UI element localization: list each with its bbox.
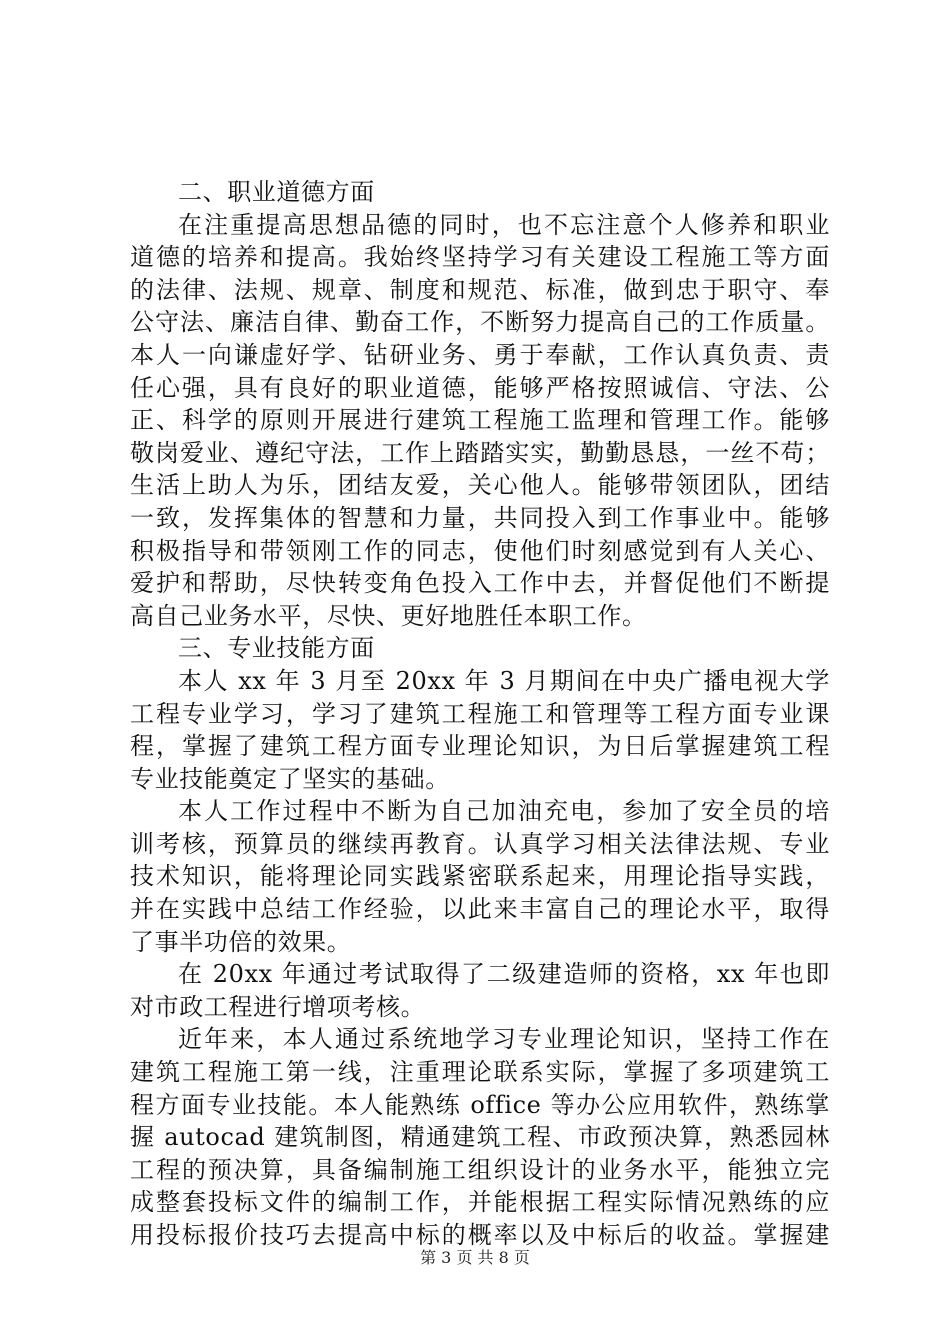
text-line: 积极指导和带领刚工作的同志，使他们时刻感觉到有人关心、 bbox=[130, 536, 830, 565]
text-line: 正、科学的原则开展进行建筑工程施工监理和管理工作。能够 bbox=[130, 406, 830, 435]
text-line: 生活上助人为乐，团结友爱，关心他人。能够带领团队，团结 bbox=[130, 471, 830, 500]
text-line: 技术知识，能将理论同实践紧密联系起来，用理论指导实践， bbox=[130, 862, 830, 891]
text-line: 了事半功倍的效果。 bbox=[130, 927, 352, 956]
text-line: 敬岗爱业、遵纪守法，工作上踏踏实实，勤勤恳恳，一丝不苟； bbox=[130, 438, 830, 467]
text-line: 爱护和帮助，尽快转变角色投入工作中去，并督促他们不断提 bbox=[130, 569, 830, 598]
text-line: 建筑工程施工第一线，注重理论联系实际，掌握了多项建筑工 bbox=[130, 1058, 830, 1087]
text-line: 专业技能奠定了坚实的基础。 bbox=[130, 764, 450, 793]
text-line: 并在实践中总结工作经验，以此来丰富自己的理论水平，取得 bbox=[130, 895, 830, 924]
text-line: 用投标报价技巧去提高中标的概率以及中标后的收益。掌握建 bbox=[130, 1221, 830, 1249]
text-line: 在注重提高思想品德的同时，也不忘注意个人修养和职业 bbox=[178, 210, 830, 239]
text-line: 本人一向谦虚好学、钻研业务、勇于奉献，工作认真负责、责 bbox=[130, 340, 830, 369]
document-body bbox=[130, 176, 830, 1252]
text-line: 任心强，具有良好的职业道德，能够严格按照诚信、守法、公 bbox=[130, 373, 830, 402]
text-line: 二、职业道德方面 bbox=[178, 178, 375, 206]
text-line: 工程的预决算，具备编制施工组织设计的业务水平，能独立完 bbox=[130, 1155, 830, 1184]
text-line: 一致，发挥集体的智慧和力量，共同投入到工作事业中。能够 bbox=[130, 503, 830, 532]
text-line: 成整套投标文件的编制工作，并能根据工程实际情况熟练的应 bbox=[130, 1188, 830, 1217]
text-line: 程方面专业技能。本人能熟练 office 等办公应用软件，熟练掌 bbox=[130, 1090, 830, 1119]
text-line: 程，掌握了建筑工程方面专业理论知识，为日后掌握建筑工程 bbox=[130, 732, 830, 761]
text-line: 近年来，本人通过系统地学习专业理论知识，坚持工作在 bbox=[178, 1025, 830, 1054]
page-number: 第 3 页 共 8 页 bbox=[420, 1248, 530, 1267]
text-line: 的法律、法规、规章、制度和规范、标准，做到忠于职守、奉 bbox=[130, 275, 830, 304]
text-line: 对市政工程进行增项考核。 bbox=[130, 992, 426, 1021]
text-line: 训考核，预算员的继续再教育。认真学习相关法律法规、专业 bbox=[130, 829, 830, 858]
text-line: 在 20xx 年通过考试取得了二级建造师的资格，xx 年也即 bbox=[178, 960, 830, 989]
text-line: 握 autocad 建筑制图，精通建筑工程、市政预决算，熟悉园林 bbox=[130, 1123, 830, 1152]
text-line: 道德的培养和提高。我始终坚持学习有关建设工程施工等方面 bbox=[130, 243, 830, 272]
text-line: 公守法、廉洁自律、勤奋工作，不断努力提高自己的工作质量。 bbox=[130, 308, 830, 337]
page-footer bbox=[0, 1245, 950, 1268]
text-line: 工程专业学习，学习了建筑工程施工和管理等工程方面专业课 bbox=[130, 699, 830, 728]
text-line: 高自己业务水平，尽快、更好地胜任本职工作。 bbox=[130, 601, 647, 630]
text-line: 本人工作过程中不断为自己加油充电，参加了安全员的培 bbox=[178, 797, 830, 826]
text-line: 本人 xx 年 3 月至 20xx 年 3 月期间在中央广播电视大学 bbox=[178, 666, 830, 695]
text-line: 三、专业技能方面 bbox=[178, 634, 375, 663]
